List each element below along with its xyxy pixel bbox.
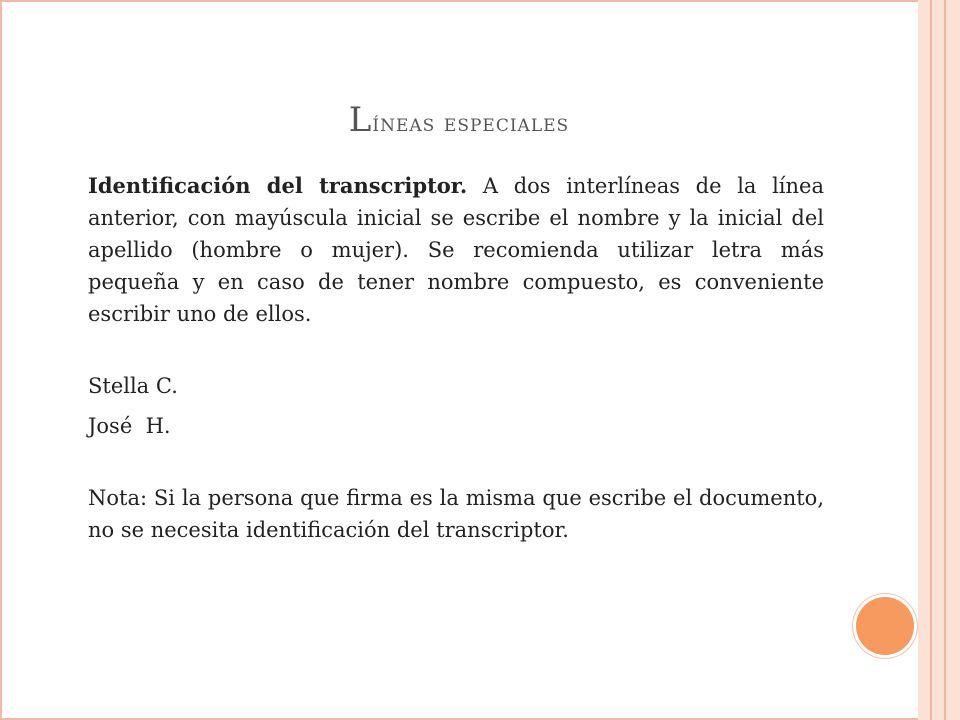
slide-title <box>0 100 918 140</box>
title-rest: íneas especiales <box>372 109 570 137</box>
example-name-1: Stella C. <box>88 374 178 398</box>
note-paragraph: Nota: Si la persona que firma es la misma que escribe el documento, no se necesita identificación del transcriptor. <box>88 486 824 542</box>
stripe <box>932 0 944 720</box>
example-name-2: José H. <box>88 414 171 438</box>
stripe <box>918 0 930 720</box>
intro-text: A dos interlíneas de la línea anterior, con mayúscula inicial se escribe el nombre y la inicial del apellido (hombre o mujer). Se recomienda utilizar letra más pequeña y en caso de tener nombre compuesto, es conveniente escribir uno de ellos. <box>88 174 824 326</box>
intro-paragraph <box>88 170 824 330</box>
stripe <box>946 0 960 720</box>
title-initial: L <box>348 100 373 140</box>
decorative-stripes <box>918 0 960 720</box>
intro-heading: Identificación del transcriptor. <box>88 173 468 198</box>
slide-body <box>88 170 824 546</box>
accent-circle <box>856 597 914 655</box>
